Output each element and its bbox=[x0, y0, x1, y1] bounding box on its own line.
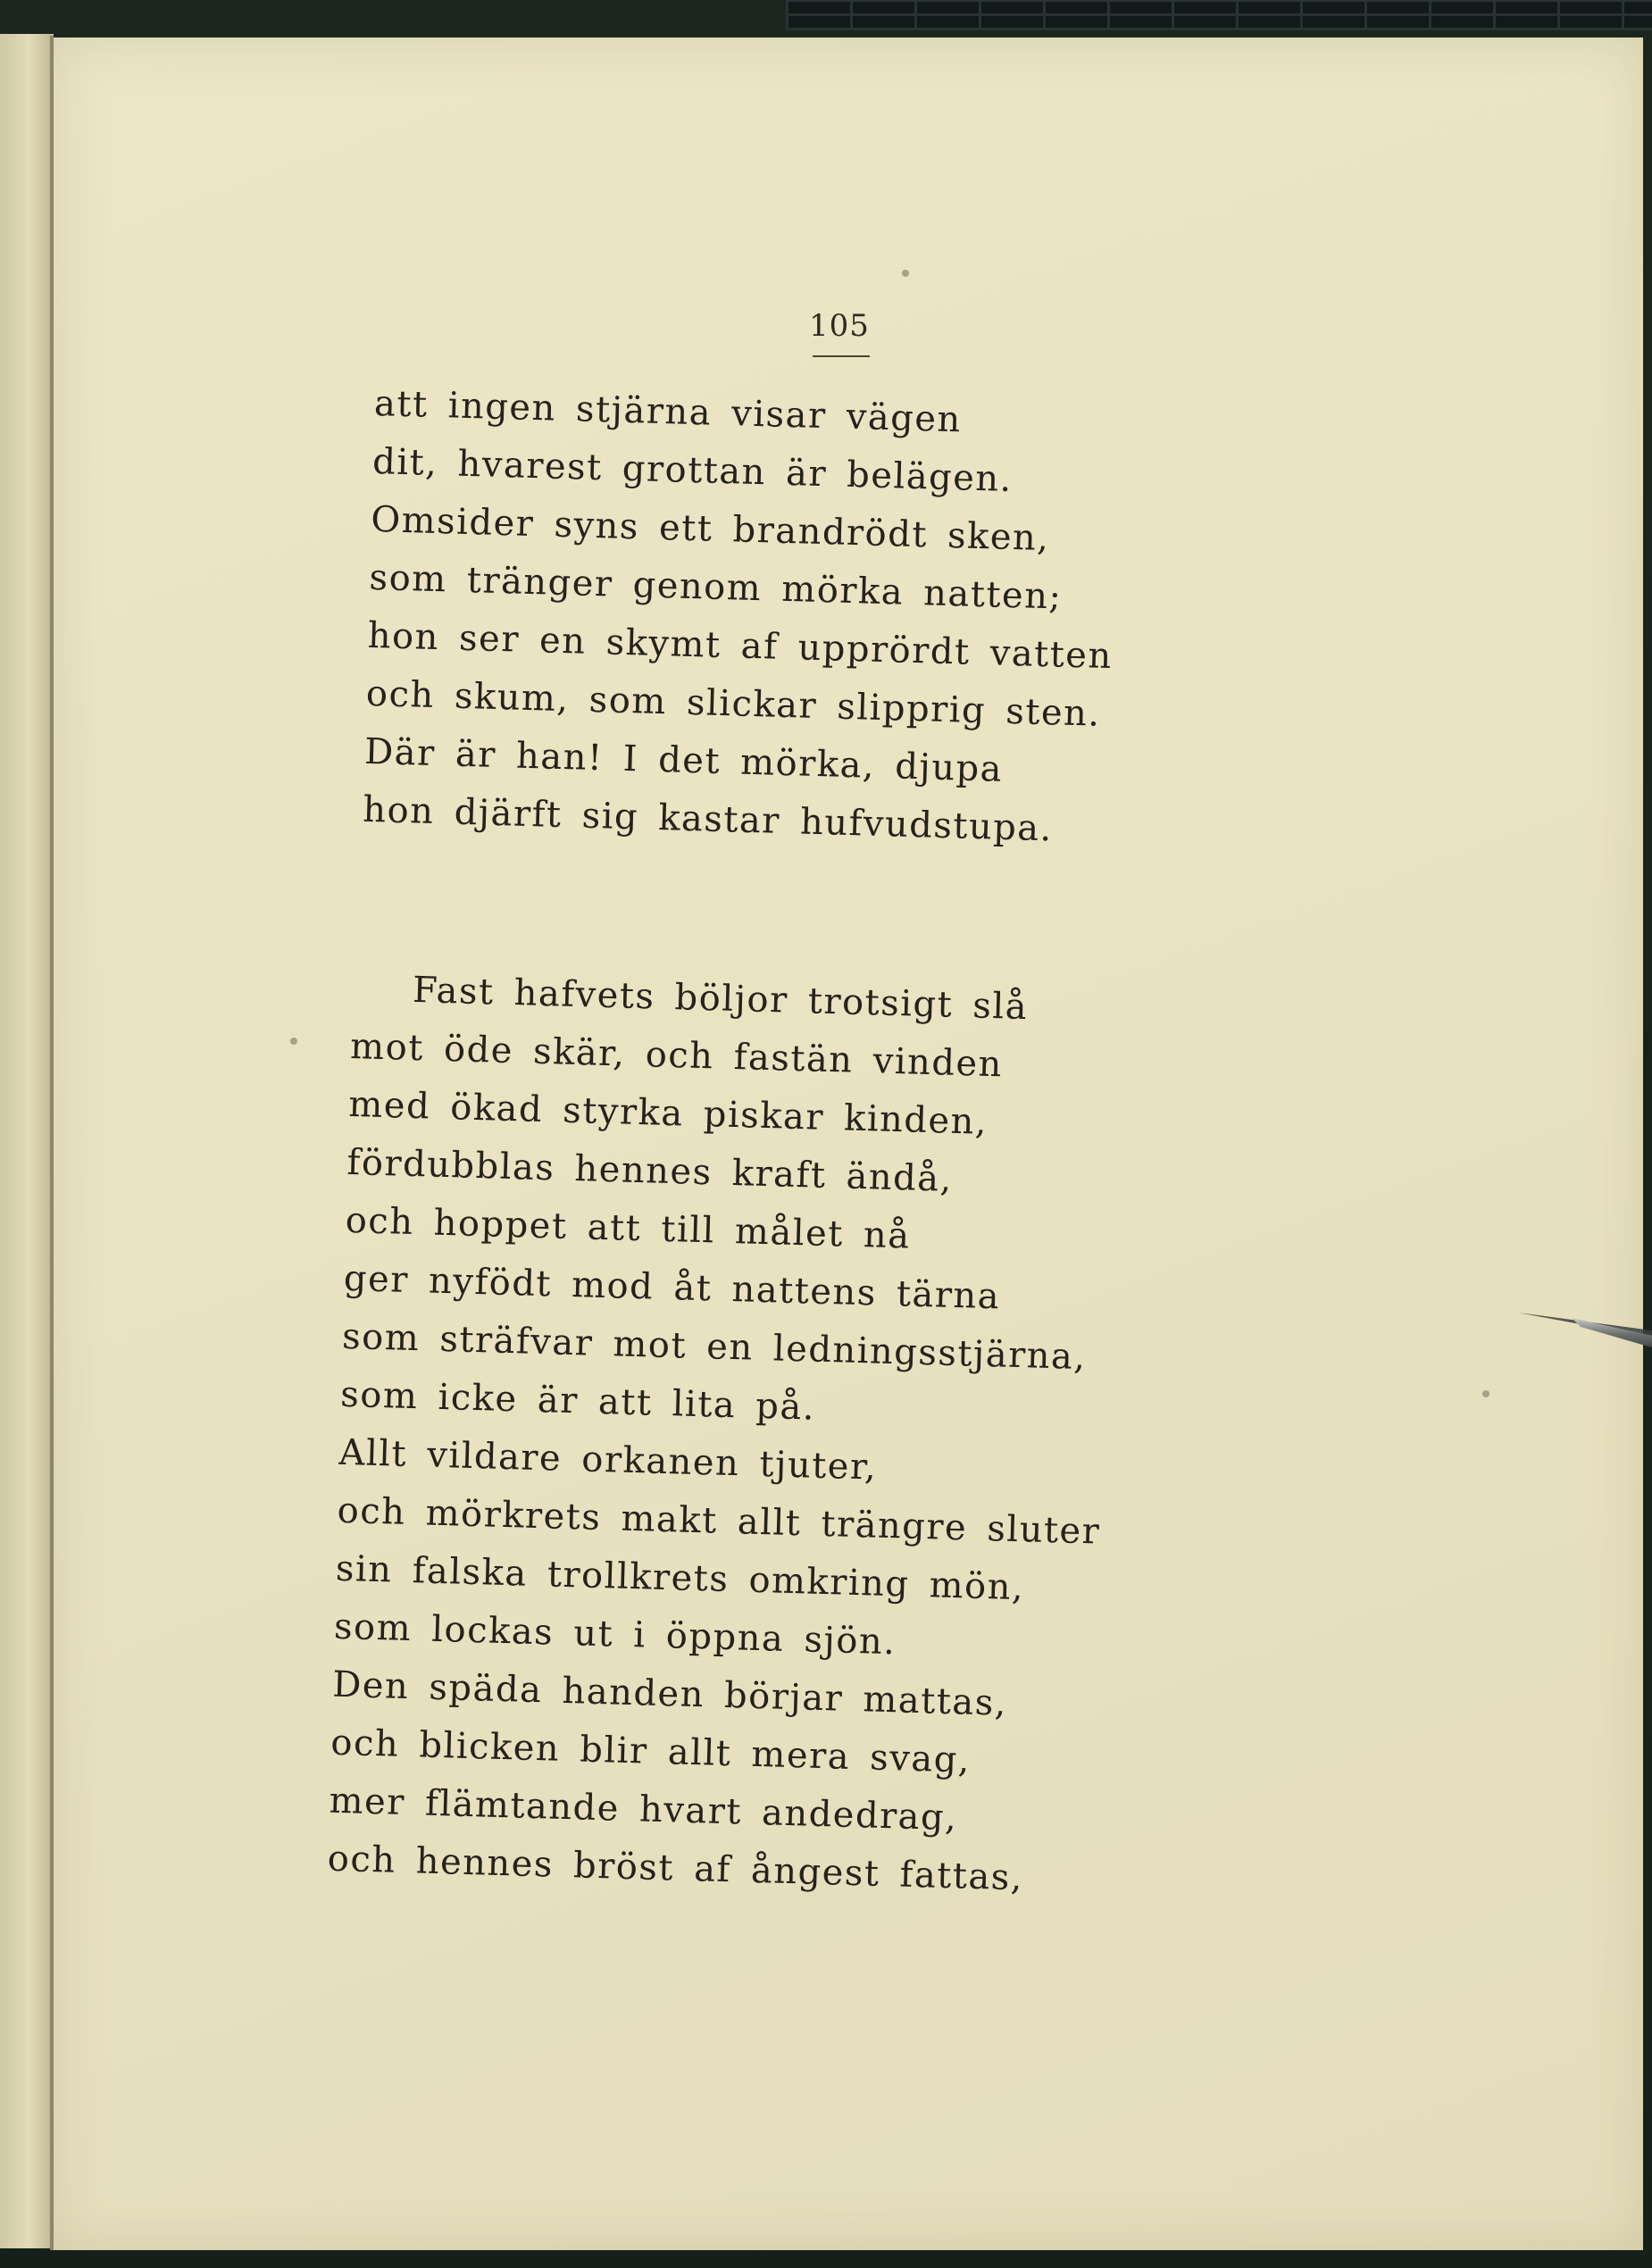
poem-line: och mörkrets makt allt trängre sluter bbox=[337, 1489, 1101, 1553]
poem-line: som lockas ut i öppna sjön. bbox=[333, 1605, 897, 1663]
stanza-2 bbox=[327, 960, 1116, 1909]
pen-tip-icon bbox=[1518, 1304, 1652, 1357]
poem-line: mer flämtande hvart andedrag, bbox=[329, 1780, 958, 1839]
poem-line: ger nyfödt mod åt nattens tärna bbox=[343, 1257, 1001, 1318]
poem-line: Allt vildare orkanen tjuter, bbox=[338, 1431, 879, 1488]
poem-line: Den späda handen börjar mattas, bbox=[331, 1663, 1008, 1724]
poem-line: fördubblas hennes kraft ändå, bbox=[346, 1141, 954, 1200]
poem-line: mot öde skär, och fastän vinden bbox=[349, 1025, 1004, 1086]
page-number-rule bbox=[813, 355, 870, 357]
poem-line: sin falska trollkrets omkring mön, bbox=[335, 1547, 1025, 1609]
facing-page-edge bbox=[0, 34, 54, 2248]
page-number: 105 bbox=[809, 308, 870, 344]
poem-line: som tränger genom mörka natten; bbox=[369, 556, 1064, 618]
stanza-1 bbox=[362, 375, 1119, 860]
poem-line: dit, hvarest grottan är belägen. bbox=[371, 440, 1014, 500]
poem-line: Omsider syns ett brandrödt sken, bbox=[370, 498, 1051, 560]
poem-line: och skum, som slickar slipprig sten. bbox=[365, 672, 1102, 735]
poem-line: hon djärft sig kastar hufvudstupa. bbox=[362, 788, 1054, 850]
poem-line: Där är han! I det mörka, djupa bbox=[363, 730, 1004, 790]
poem-line: som icke är att lita på. bbox=[339, 1373, 816, 1429]
scanner-calibration-strip bbox=[786, 0, 1652, 30]
poem-line: Fast hafvets böljor trotsigt slå bbox=[412, 969, 1029, 1029]
poem-line: och blicken blir allt mera svag, bbox=[330, 1722, 972, 1781]
poem-line: och hoppet att till målet nå bbox=[345, 1199, 912, 1257]
poem-line: som sträfvar mot en ledningsstjärna, bbox=[341, 1315, 1088, 1379]
poem-line: och hennes bröst af ångest fattas, bbox=[327, 1838, 1024, 1899]
poem-line: hon ser en skymt af upprördt vatten bbox=[367, 614, 1114, 678]
poem-line: att ingen stjärna visar vägen bbox=[373, 382, 963, 441]
poem-line: med ökad styrka piskar kinden, bbox=[347, 1083, 989, 1143]
